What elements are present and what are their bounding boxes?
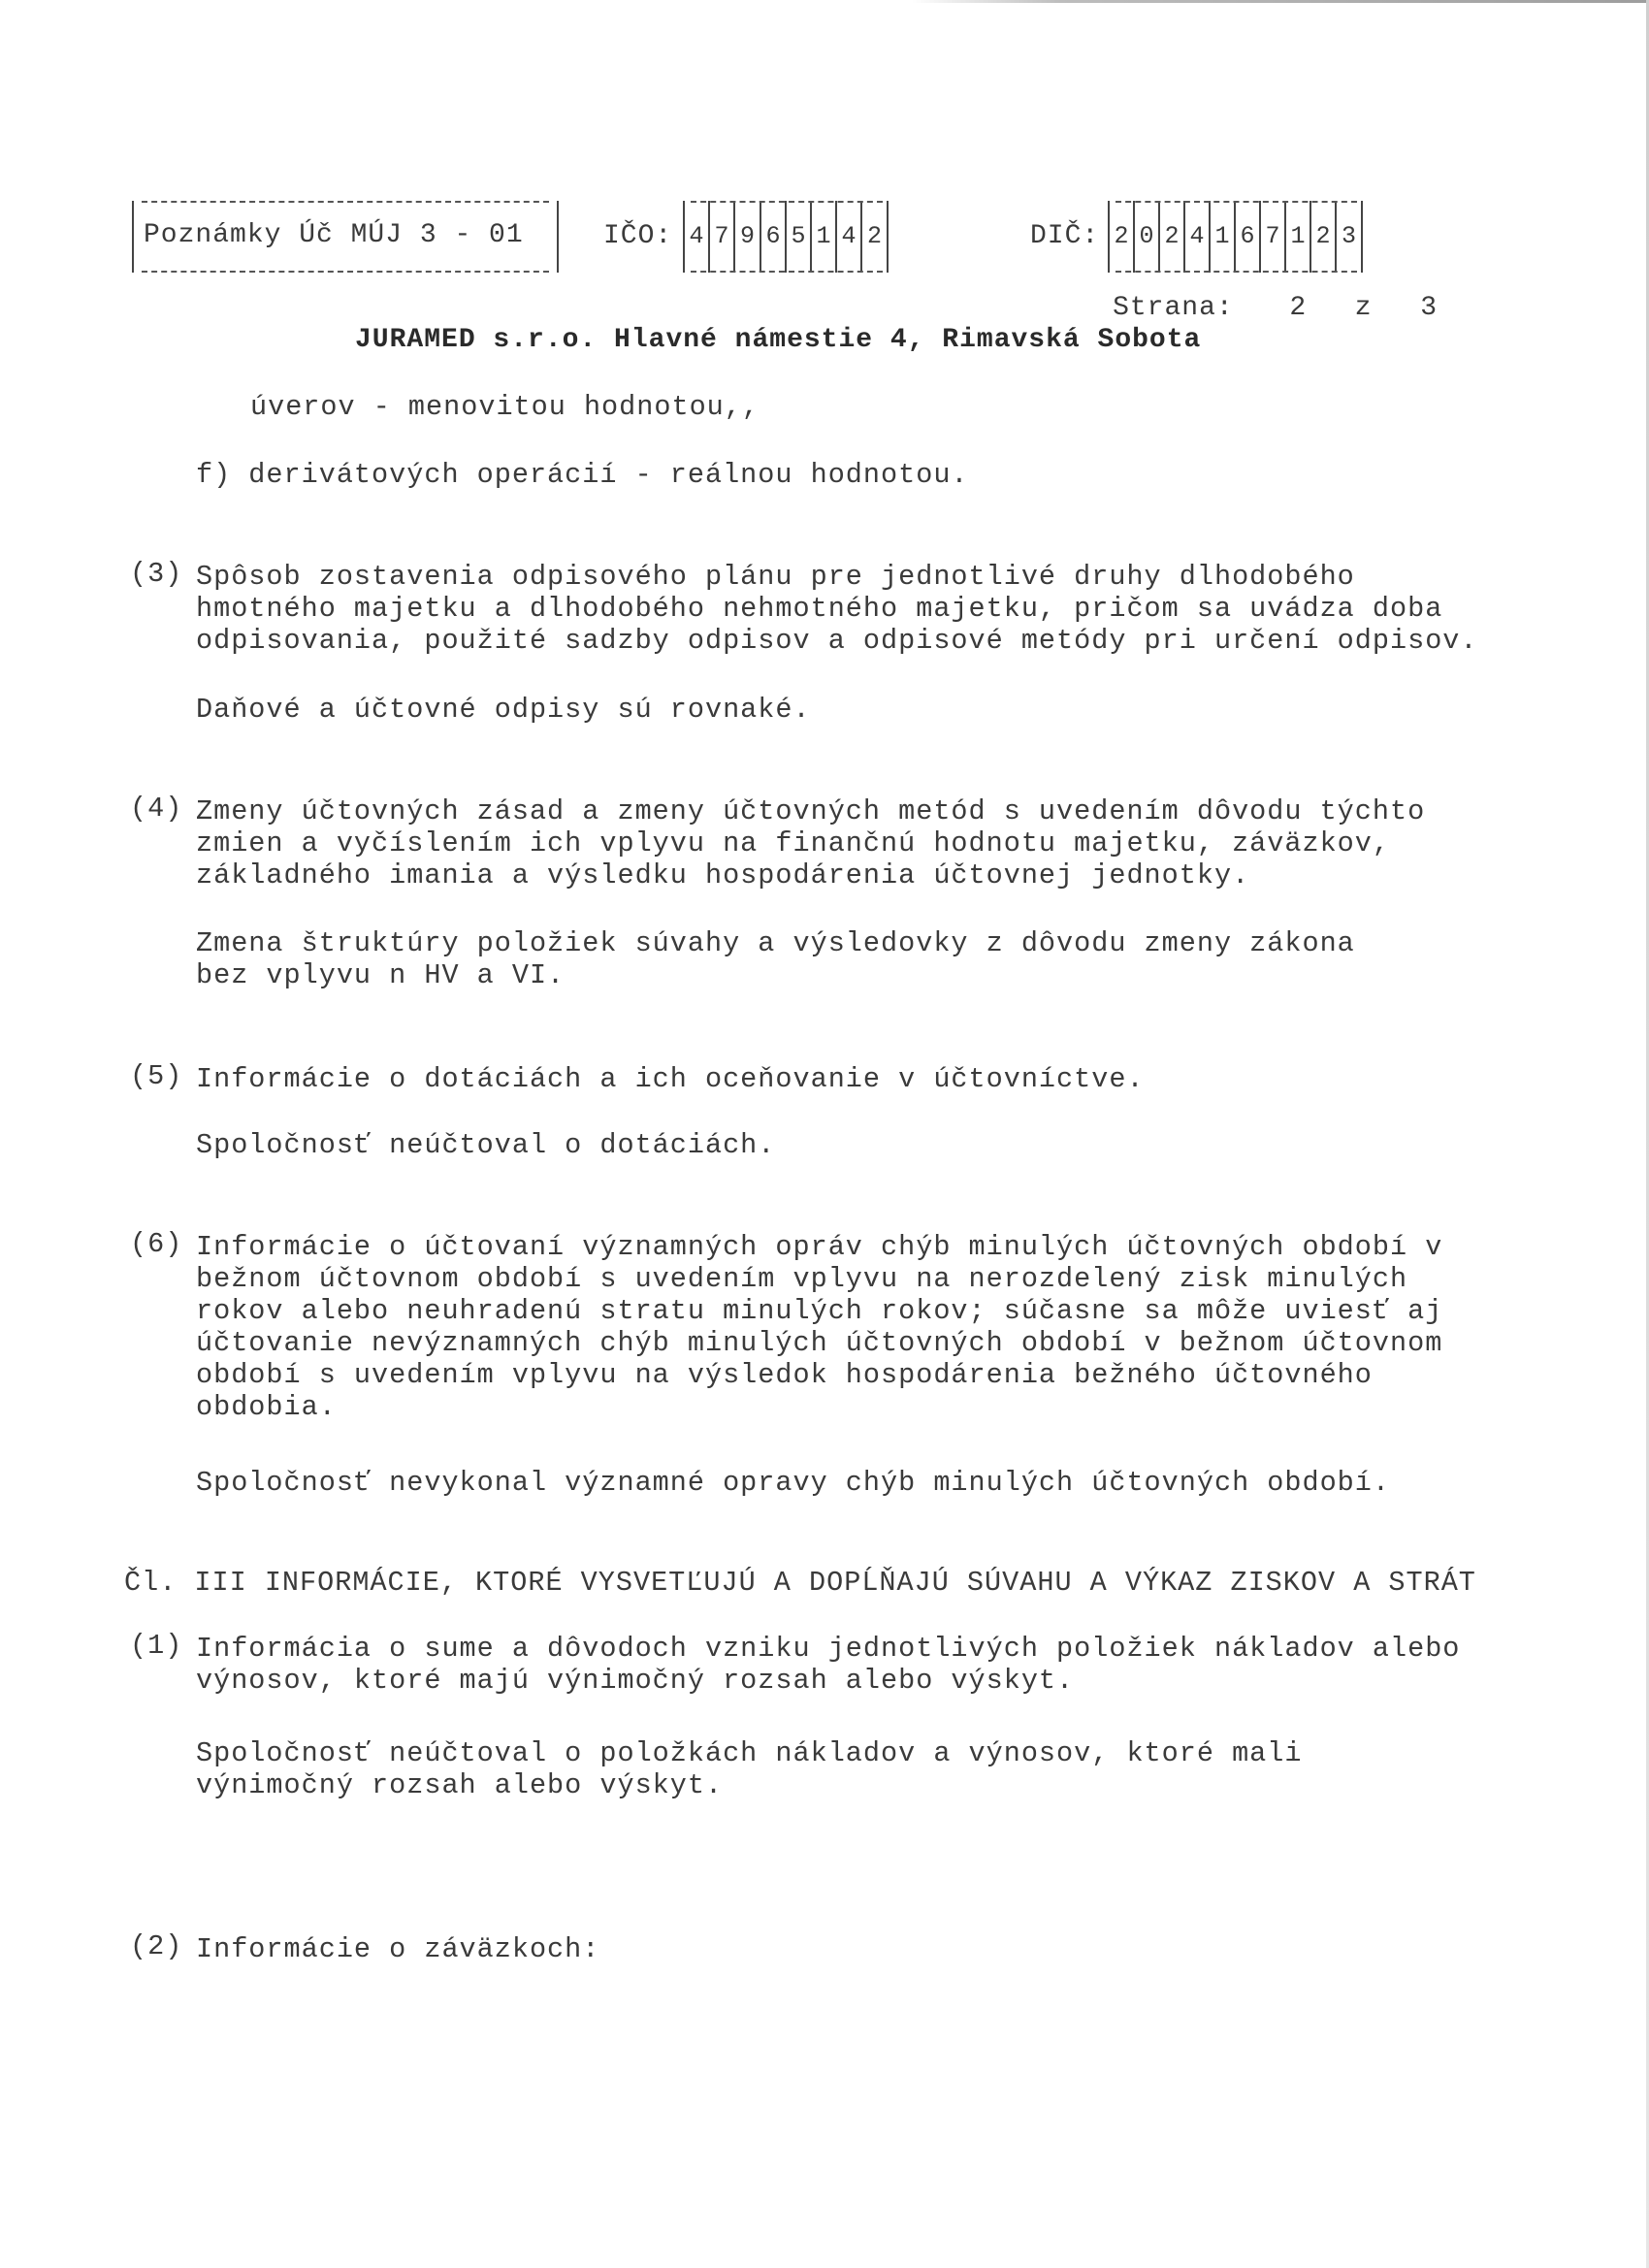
continued-item-f: f) derivátových operácií - reálnou hodnotou. bbox=[196, 459, 969, 491]
section-text-line: zmien a vyčíslením ich vplyvu na finančnú hodnotu majetku, záväzkov, bbox=[196, 827, 1390, 859]
section-text-line: hmotného majetku a dlhodobého nehmotného majetku, pričom sa uvádza doba bbox=[196, 593, 1443, 625]
section-text-line: účtovanie nevýznamných chýb minulých účtovných období v bežnom účtovnom bbox=[196, 1327, 1443, 1359]
dic-digit: 7 bbox=[1261, 201, 1286, 273]
section-text-line: bežnom účtovnom období s uvedením vplyvu na nerozdelený zisk minulých bbox=[196, 1263, 1408, 1295]
dic-digit: 6 bbox=[1236, 201, 1261, 273]
dic-digit: 2 bbox=[1110, 201, 1135, 273]
dic-label: DIČ: bbox=[1030, 221, 1100, 251]
ico-digit: 5 bbox=[787, 201, 812, 273]
ico-label: IČO: bbox=[603, 221, 673, 251]
section-number: (2) bbox=[130, 1930, 183, 1962]
section-number: (5) bbox=[130, 1060, 183, 1092]
dic-digit: 3 bbox=[1337, 201, 1363, 273]
section-text-line: Informácia o sume a dôvodoch vzniku jednotlivých položiek nákladov alebo bbox=[196, 1633, 1461, 1665]
continued-line: úverov - menovitou hodnotou,, bbox=[250, 391, 760, 423]
ico-digit-boxes bbox=[683, 201, 889, 273]
ico-digit: 2 bbox=[862, 201, 889, 273]
form-code: Poznámky Úč MÚJ 3 - 01 bbox=[144, 220, 524, 250]
page-of: z bbox=[1354, 293, 1373, 323]
page-indicator bbox=[1113, 293, 1438, 323]
section-number: (1) bbox=[130, 1630, 183, 1662]
ico-digit: 1 bbox=[812, 201, 837, 273]
section-answer: bez vplyvu n HV a VI. bbox=[196, 959, 566, 991]
section-number: (3) bbox=[130, 558, 183, 590]
section-answer: Zmena štruktúry položiek súvahy a výsledovky z dôvodu zmeny zákona bbox=[196, 927, 1355, 959]
section-text-line: základného imania a výsledku hospodárenia účtovnej jednotky. bbox=[196, 859, 1250, 891]
scan-edge-top bbox=[912, 0, 1649, 3]
ico-digit: 4 bbox=[837, 201, 862, 273]
ico-digit: 6 bbox=[761, 201, 787, 273]
page-total: 3 bbox=[1420, 293, 1438, 323]
section-answer: Spoločnosť neúčtoval o dotáciách. bbox=[196, 1129, 776, 1161]
dic-digit: 2 bbox=[1160, 201, 1185, 273]
section-text-line: Informácie o záväzkoch: bbox=[196, 1933, 600, 1965]
section-number: (4) bbox=[130, 793, 183, 825]
section-number: (6) bbox=[130, 1228, 183, 1260]
dic-digit: 2 bbox=[1311, 201, 1337, 273]
section-answer: výnimočný rozsah alebo výskyt. bbox=[196, 1769, 724, 1801]
dic-digit: 1 bbox=[1286, 201, 1311, 273]
section-text-line: období s uvedením vplyvu na výsledok hospodárenia bežného účtovného bbox=[196, 1359, 1373, 1391]
dic-digit: 1 bbox=[1211, 201, 1236, 273]
section-text-line: Informácie o dotáciách a ich oceňovanie v účtovníctve. bbox=[196, 1063, 1145, 1095]
section-text-line: Informácie o účtovaní významných opráv chýb minulých účtovných období v bbox=[196, 1231, 1443, 1263]
section-answer: Daňové a účtovné odpisy sú rovnaké. bbox=[196, 694, 811, 726]
section-text-line: obdobia. bbox=[196, 1391, 337, 1423]
section-text-line: výnosov, ktoré majú výnimočný rozsah alebo výskyt. bbox=[196, 1665, 1075, 1697]
ico-digit: 4 bbox=[685, 201, 710, 273]
dic-digit-boxes bbox=[1108, 201, 1363, 273]
dic-digit: 4 bbox=[1185, 201, 1211, 273]
section-text-line: odpisovania, použité sadzby odpisov a odpisové metódy pri určení odpisov. bbox=[196, 625, 1478, 657]
section-answer: Spoločnosť neúčtoval o položkách nákladov a výnosov, ktoré mali bbox=[196, 1737, 1303, 1769]
company-heading: JURAMED s.r.o. Hlavné námestie 4, Rimavská Sobota bbox=[355, 325, 1202, 355]
section-text-line: Zmeny účtovných zásad a zmeny účtovných metód s uvedením dôvodu týchto bbox=[196, 795, 1426, 827]
article-heading: Čl. III INFORMÁCIE, KTORÉ VYSVETĽUJÚ A DOPĹŇAJÚ SÚVAHU A VÝKAZ ZISKOV A STRÁT bbox=[124, 1567, 1476, 1599]
section-answer: Spoločnosť nevykonal významné opravy chýb minulých účtovných období. bbox=[196, 1467, 1390, 1499]
form-code-box bbox=[132, 201, 559, 273]
page-label: Strana: bbox=[1113, 293, 1234, 323]
ico-digit: 7 bbox=[710, 201, 735, 273]
page-current: 2 bbox=[1289, 293, 1308, 323]
section-text-line: Spôsob zostavenia odpisového plánu pre jednotlivé druhy dlhodobého bbox=[196, 561, 1355, 593]
section-text-line: rokov alebo neuhradenú stratu minulých rokov; súčasne sa môže uviesť aj bbox=[196, 1295, 1443, 1327]
ico-digit: 9 bbox=[735, 201, 761, 273]
dic-digit: 0 bbox=[1135, 201, 1160, 273]
